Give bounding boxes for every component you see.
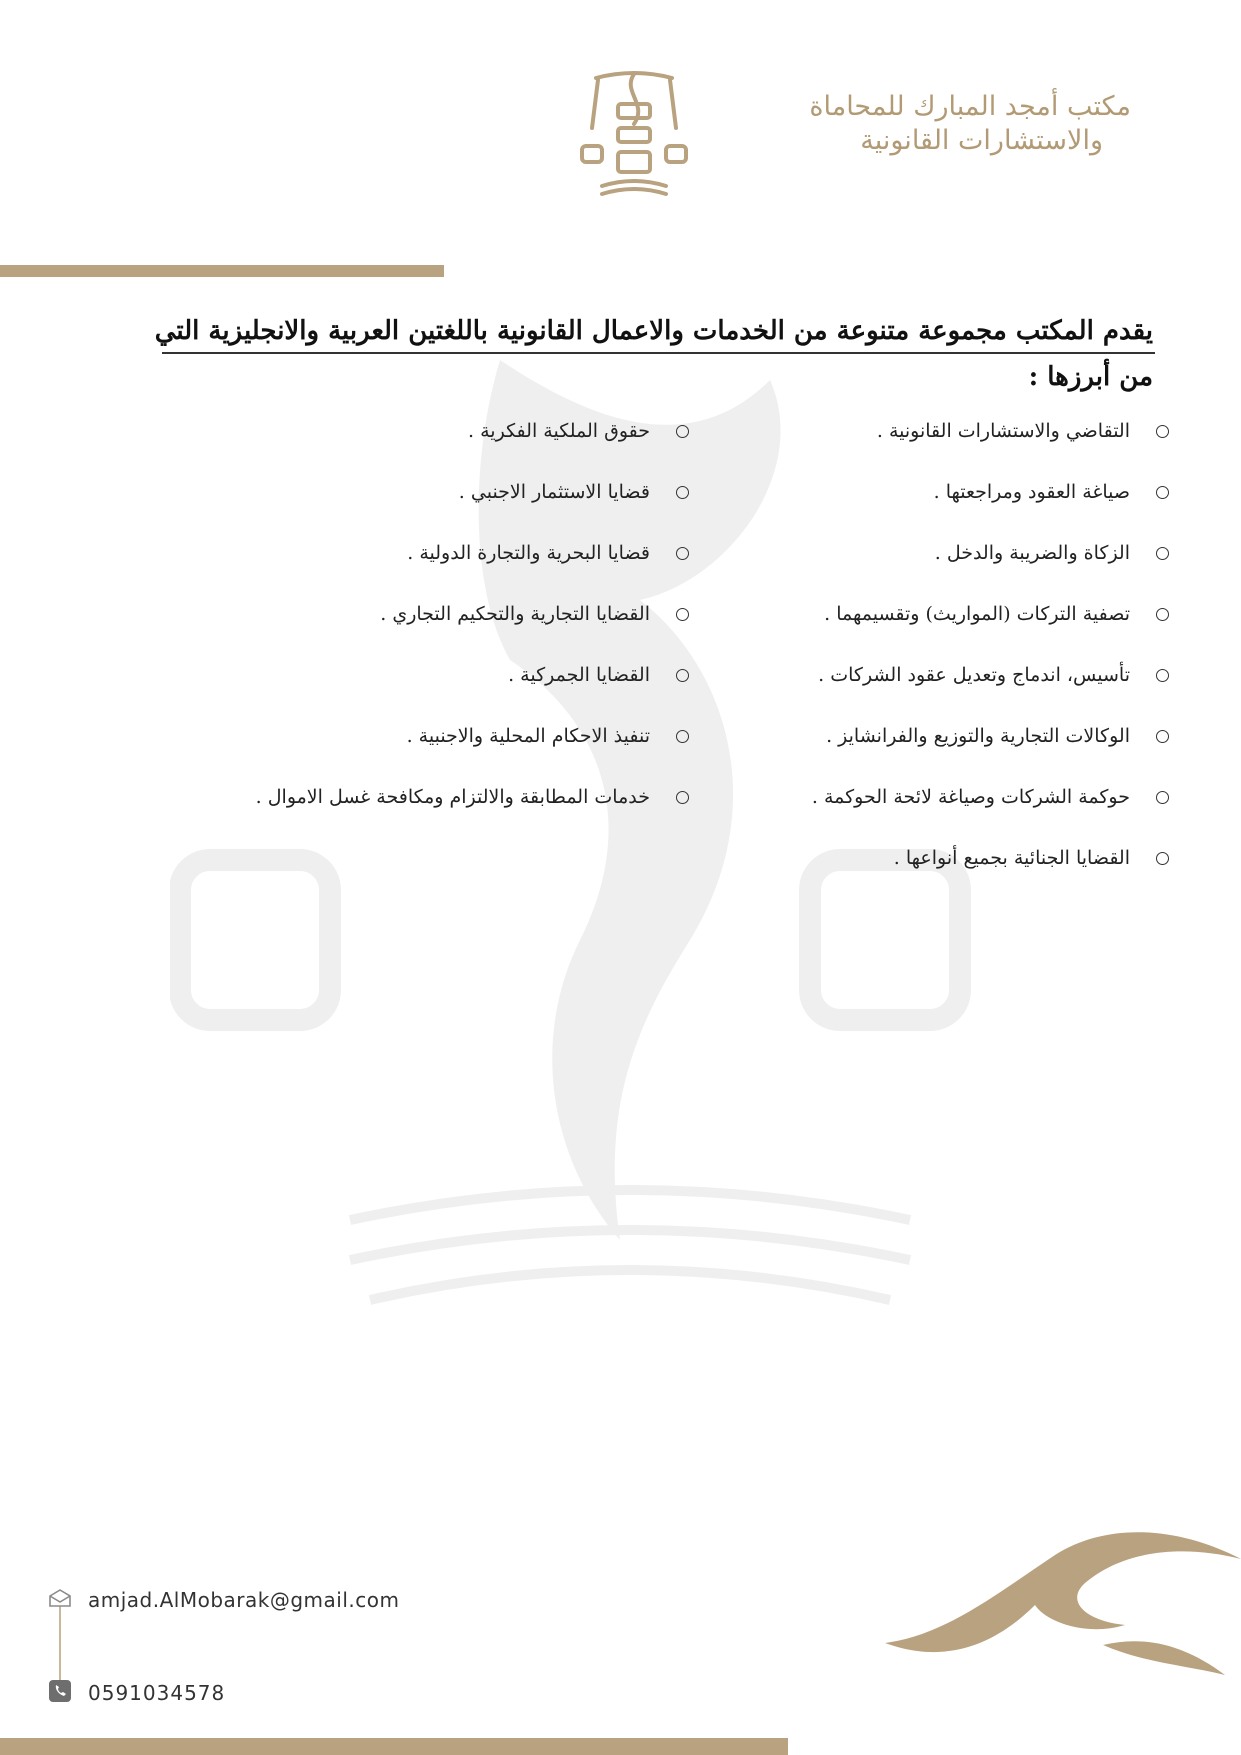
mail-icon [48,1588,72,1608]
bullet-icon [676,608,689,621]
list-item: قضايا البحرية والتجارة الدولية . [219,535,689,596]
list-item: القضايا الجنائية بجميع أنواعها . [749,840,1169,901]
list-item: التقاضي والاستشارات القانونية . [749,413,1169,474]
bullet-icon [676,791,689,804]
list-item: الزكاة والضريبة والدخل . [749,535,1169,596]
list-item: القضايا الجمركية . [219,657,689,718]
phone-icon [49,1680,71,1702]
list-item: تنفيذ الاحكام المحلية والاجنبية . [219,718,689,779]
bullet-icon [1156,669,1169,682]
heading-underline [162,352,1155,354]
list-item: قضايا الاستثمار الاجنبي . [219,474,689,535]
list-item: صياغة العقود ومراجعتها . [749,474,1169,535]
list-item: الوكالات التجارية والتوزيع والفرانشايز . [749,718,1169,779]
bullet-icon [676,425,689,438]
bullet-icon [1156,425,1169,438]
office-name [671,90,1131,158]
services-list-left [219,413,689,840]
services-list-right [749,413,1169,901]
footer-swoosh-decoration [885,1525,1241,1685]
office-name-line2: والاستشارات القانونية [860,125,1103,156]
list-item: خدمات المطابقة والالتزام ومكافحة غسل الاموال . [219,779,689,840]
bullet-icon [676,547,689,560]
bullet-icon [1156,730,1169,743]
list-item: حقوق الملكية الفكرية . [219,413,689,474]
bullet-icon [676,669,689,682]
list-item: تصفية التركات (المواريث) وتقسيمهما . [749,596,1169,657]
office-logo-icon [578,68,690,208]
contact-email[interactable]: amjad.AlMobarak@gmail.com [88,1588,400,1612]
bullet-icon [676,486,689,499]
header-accent-bar [0,265,444,277]
bullet-icon [676,730,689,743]
bullet-icon [1156,547,1169,560]
list-item: حوكمة الشركات وصياغة لائحة الحوكمة . [749,779,1169,840]
bullet-icon [1156,608,1169,621]
services-heading: يقدم المكتب مجموعة متنوعة من الخدمات والاعمال القانونية باللغتين العربية والانجليزية التي من أبرزها : [154,316,1153,392]
contact-phone[interactable]: 0591034578 [88,1681,226,1705]
bullet-icon [1156,791,1169,804]
bullet-icon [1156,852,1169,865]
list-item: القضايا التجارية والتحكيم التجاري . [219,596,689,657]
contact-connector-line [59,1604,61,1686]
bullet-icon [1156,486,1169,499]
list-item: تأسيس، اندماج وتعديل عقود الشركات . [749,657,1169,718]
footer-accent-bar [0,1738,788,1755]
office-name-line1: مكتب أمجد المبارك للمحاماة [809,91,1131,122]
